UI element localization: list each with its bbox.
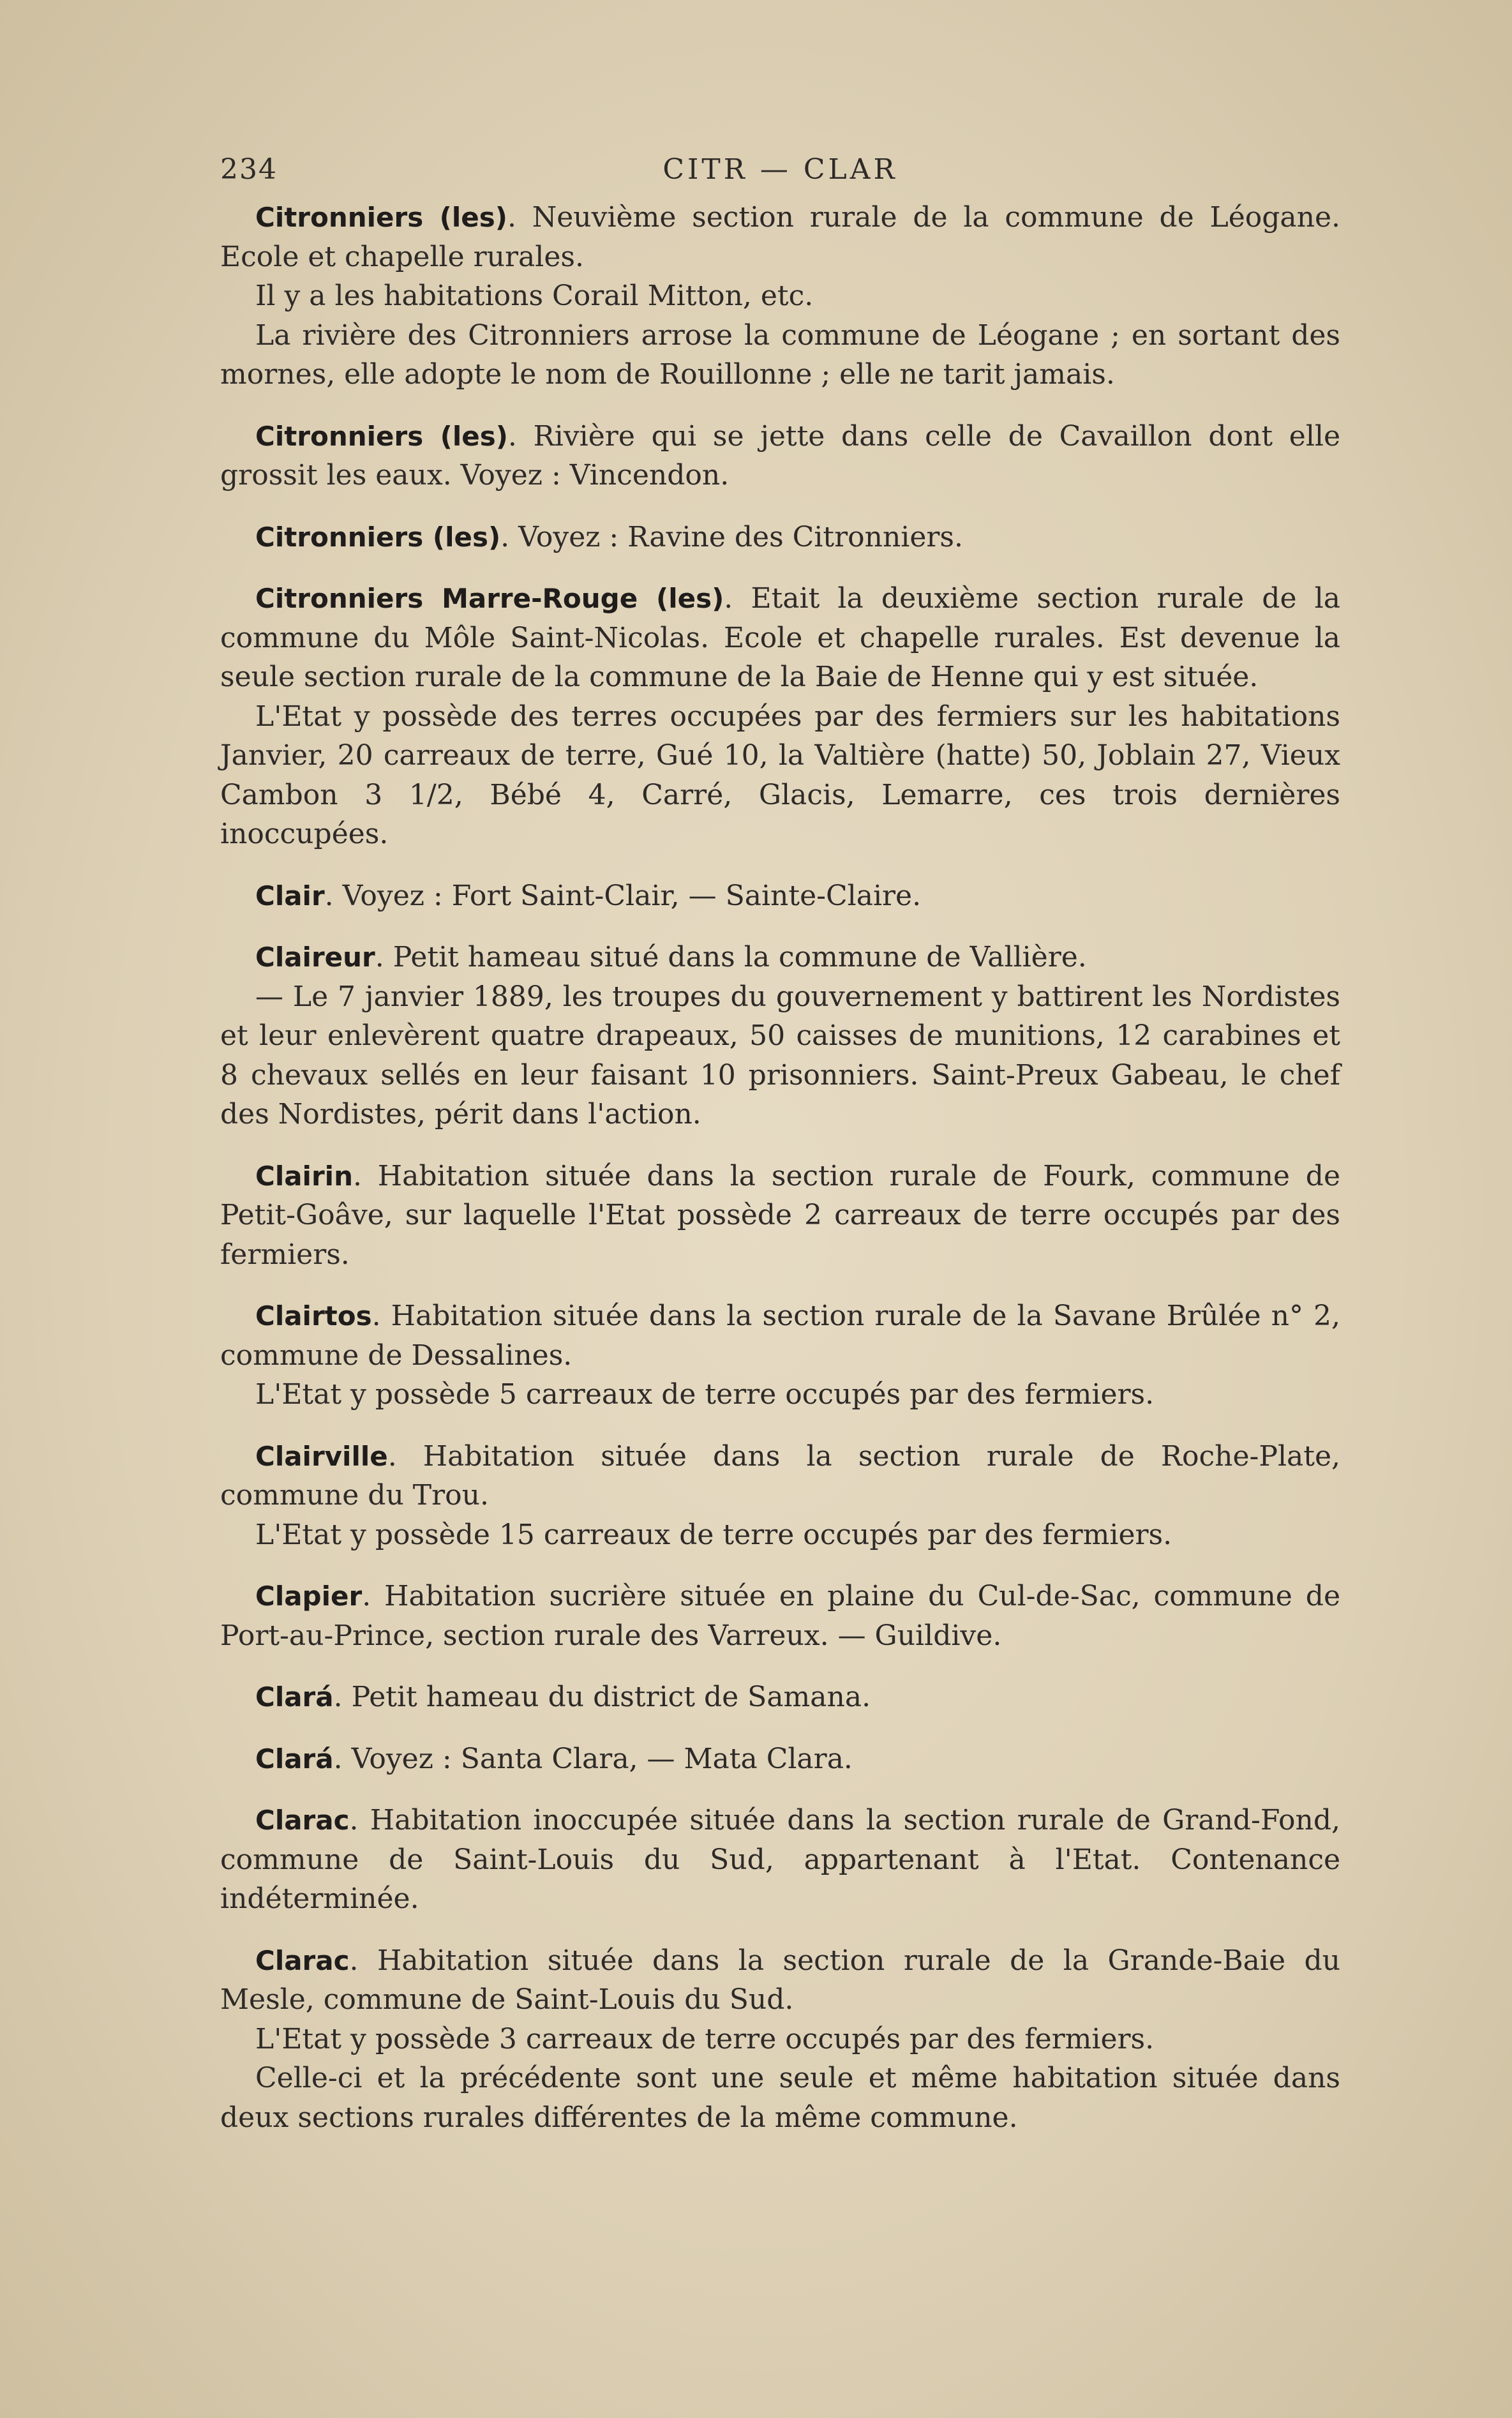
entry-paragraph (220, 938, 1340, 977)
dictionary-entry (220, 198, 1340, 394)
entry-text: Celle-ci et la précédente sont une seule et même habitation située dans deux sections rurales différentes de la même commune. (220, 2062, 1340, 2134)
entry-headword: Clarac (255, 1805, 350, 1836)
entry-text: . Neuvième section rurale de la commune de Léogane. Ecole et chapelle rurales. (220, 201, 1341, 273)
entry-headword: Clairville (255, 1440, 388, 1472)
entry-paragraph (220, 1678, 1340, 1717)
dictionary-entry (220, 1577, 1340, 1655)
entry-headword: Clairtos (255, 1300, 372, 1332)
entry-paragraph (220, 1157, 1340, 1275)
entry-text: . Habitation sucrière située en plaine du Cul-de-Sac, commune de Port-au-Prince, section rurale des Varreux. — Guildive. (220, 1580, 1340, 1652)
entry-headword: Citronniers (les) (255, 420, 508, 452)
entry-headword: Clará (255, 1743, 334, 1775)
dictionary-entry (220, 876, 1340, 916)
entry-paragraph (220, 1577, 1340, 1655)
dictionary-entry (220, 938, 1340, 1134)
entry-paragraph (220, 579, 1340, 697)
page-header (220, 147, 1340, 198)
entry-paragraph (220, 198, 1340, 276)
entry-text: . Habitation située dans la section rurale de la Savane Brûlée n° 2, commune de Dessalines. (220, 1300, 1340, 1372)
dictionary-entry (220, 1678, 1340, 1717)
dictionary-entry (220, 1296, 1340, 1415)
entry-headword: Clará (255, 1681, 334, 1713)
entry-paragraph (220, 276, 1340, 316)
dictionary-entry (220, 579, 1340, 854)
dictionary-entry (220, 1739, 1340, 1779)
entry-headword: Citronniers Marre-Rouge (les) (255, 583, 724, 614)
entry-paragraph (220, 518, 1340, 557)
entry-paragraph (220, 1296, 1340, 1375)
entry-paragraph (220, 1437, 1340, 1515)
entry-text: . Petit hameau situé dans la commune de Vallière. (375, 941, 1087, 973)
entry-paragraph (220, 697, 1340, 854)
running-head: CITR — CLAR (662, 153, 898, 186)
entry-paragraph (220, 1375, 1340, 1415)
entry-headword: Clairin (255, 1160, 353, 1192)
dictionary-entry (220, 1801, 1340, 1919)
entry-headword: Claireur (255, 942, 375, 973)
entry-text: L'Etat y possède 5 carreaux de terre occupés par des fermiers. (255, 1378, 1155, 1411)
entry-text: . Habitation située dans la section rurale de Fourk, commune de Petit-Goâve, sur laquelle l'Etat possède 2 carreaux de terre occupés par des fermiers. (220, 1159, 1340, 1271)
entry-paragraph (220, 876, 1340, 916)
entry-headword: Clair (255, 880, 325, 912)
dictionary-entry (220, 417, 1340, 495)
entry-text: . Voyez : Santa Clara, — Mata Clara. (333, 1742, 853, 1775)
entry-headword: Citronniers (les) (255, 202, 507, 233)
entry-paragraph (220, 316, 1340, 394)
entry-headword: Citronniers (les) (255, 521, 501, 553)
entry-text: — Le 7 janvier 1889, les troupes du gouvernement y battirent les Nordistes et leur enlevèrent quatre drapeaux, 50 caisses de munitions, 12 carabines et 8 chevaux sellés en leur faisant 10 prisonniers. Saint-Preux Gabeau, le chef des Nordistes, périt dans l'action. (220, 980, 1340, 1130)
dictionary-entry (220, 518, 1340, 557)
page-number: 234 (220, 153, 278, 186)
entry-text: L'Etat y possède 15 carreaux de terre occupés par des fermiers. (255, 1518, 1172, 1551)
entry-text: . Petit hameau du district de Samana. (333, 1681, 871, 1713)
entry-text: L'Etat y possède 3 carreaux de terre occupés par des fermiers. (255, 2022, 1155, 2055)
entry-text: Il y a les habitations Corail Mitton, etc. (255, 280, 814, 312)
entry-paragraph (220, 1739, 1340, 1779)
entry-text: . Etait la deuxième section rurale de la commune du Môle Saint-Nicolas. Ecole et chapelle rurales. Est devenue la seule section rurale de la commune de la Baie de Henne qui y est située. (220, 582, 1340, 693)
entry-paragraph (220, 2020, 1340, 2059)
entry-text: . Habitation inoccupée située dans la section rurale de Grand-Fond, commune de Saint-Louis du Sud, appartenant à l'Etat. Contenance indéterminée. (220, 1804, 1340, 1915)
dictionary-entry (220, 1157, 1340, 1275)
entry-paragraph (220, 1941, 1340, 2020)
entry-paragraph (220, 1801, 1340, 1919)
entry-paragraph (220, 977, 1340, 1134)
entry-text: . Rivière qui se jette dans celle de Cavaillon dont elle grossit les eaux. Voyez : Vincendon. (220, 419, 1340, 492)
entry-text: . Voyez : Ravine des Citronniers. (500, 520, 963, 553)
entry-text: . Habitation située dans la section rurale de Roche-Plate, commune du Trou. (220, 1439, 1340, 1512)
entry-text: . Habitation située dans la section rurale de la Grande-Baie du Mesle, commune de Saint-Louis du Sud. (220, 1944, 1340, 2016)
entry-headword: Clapier (255, 1581, 363, 1612)
entry-paragraph (220, 2059, 1340, 2137)
dictionary-entries (220, 198, 1340, 2137)
entry-paragraph (220, 1515, 1340, 1555)
book-page (220, 147, 1340, 2159)
entry-paragraph (220, 417, 1340, 495)
entry-text: . Voyez : Fort Saint-Clair, — Sainte-Claire. (324, 879, 922, 912)
entry-headword: Clarac (255, 1944, 350, 1976)
dictionary-entry (220, 1941, 1340, 2138)
dictionary-entry (220, 1437, 1340, 1555)
entry-text: L'Etat y possède des terres occupées par des fermiers sur les habitations Janvier, 20 carreaux de terre, Gué 10, la Valtière (hatte) 50, Joblain 27, Vieux Cambon 3 1/2, Bébé 4, Carré, Glacis, Lemarre, ces trois dernières inoccupées. (220, 700, 1340, 850)
entry-text: La rivière des Citronniers arrose la commune de Léogane ; en sortant des mornes, elle adopte le nom de Rouillonne ; elle ne tarit jamais. (220, 319, 1340, 391)
